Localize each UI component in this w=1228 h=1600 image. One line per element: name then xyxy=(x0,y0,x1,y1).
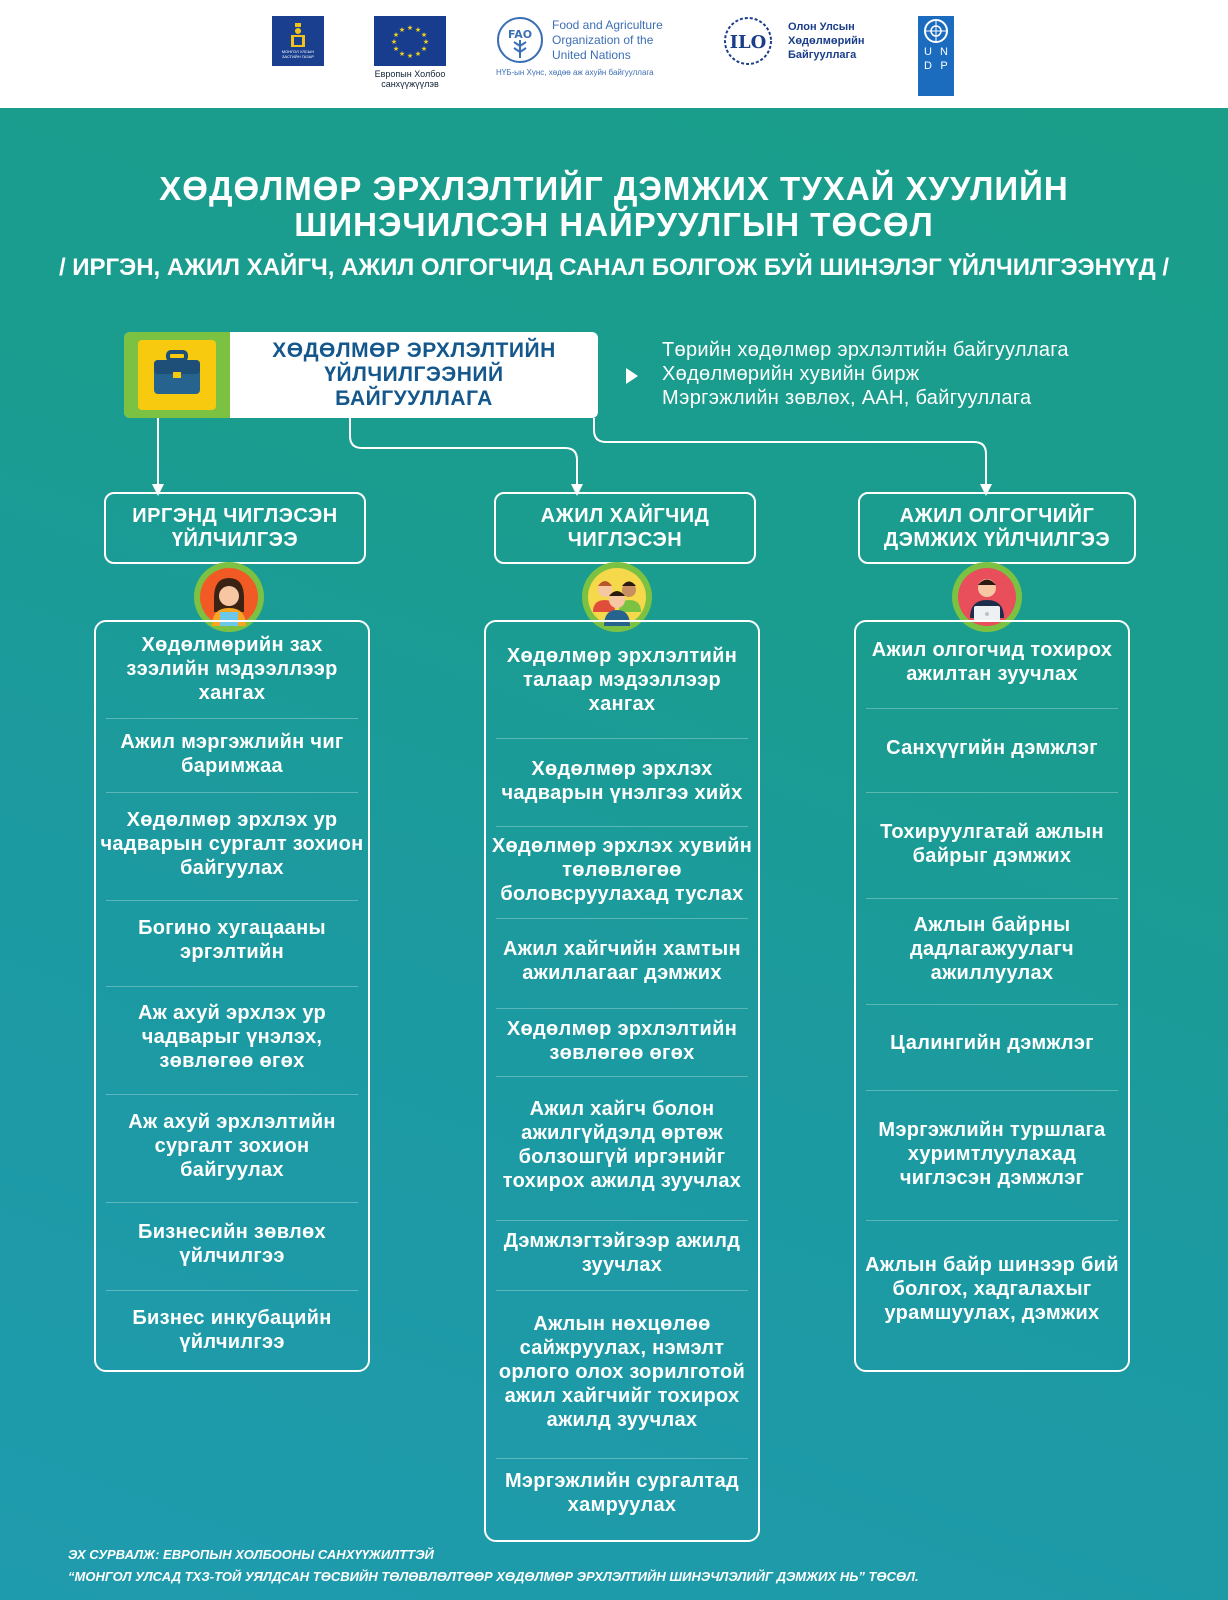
list-item: Хөдөлмөр эрхлэх ур чадварын сургалт зохион байгуулах xyxy=(100,809,364,879)
list-item: Хөдөлмөр эрхлэх чадварын үнэлгээ хийх xyxy=(501,758,743,804)
svg-text:FAO: FAO xyxy=(507,28,533,41)
svg-text:★: ★ xyxy=(422,38,430,46)
list-item: Мэргэжлийн туршлага хуримтлуулахад чиглэсэн дэмжлэг xyxy=(878,1119,1106,1189)
svg-text:★: ★ xyxy=(392,45,400,53)
org-title-line2: ҮЙЛЧИЛГЭЭНИЙ xyxy=(324,363,504,386)
ilo-logo: ILO Олон Улсын Хөдөлмөрийн Байгууллага xyxy=(720,16,870,68)
list-item: Ажлын нөхцөлөө сайжруулах, нэмэлт орлого олох зорилготой ажил хайгчийг тохирох ажилд зуучлах xyxy=(498,1313,746,1431)
column-header-employer: АЖИЛ ОЛГОГЧИЙГ ДЭМЖИХ ҮЙЛЧИЛГЭЭ xyxy=(858,492,1136,564)
briefcase-icon xyxy=(138,340,216,410)
play-arrow-icon xyxy=(626,368,638,384)
svg-text:★: ★ xyxy=(414,50,422,58)
page-title-line1: ХӨДӨЛМӨР ЭРХЛЭЛТИЙГ ДЭМЖИХ ТУХАЙ ХУУЛИЙН xyxy=(159,170,1069,207)
org-title-line3: БАЙГУУЛЛАГА xyxy=(335,387,493,410)
list-item: Санхүүгийн дэмжлэг xyxy=(886,737,1098,759)
list-item: Ажлын байр шинээр бий болгох, хадгалахыг урамшуулах, дэмжих xyxy=(865,1254,1119,1324)
svg-text:★: ★ xyxy=(420,45,428,53)
list-item: Аж ахуй эрхлэх ур чадварыг үнэлэх, зөвлөгөө өгөх xyxy=(137,1002,327,1072)
list-item: Хөдөлмөр эрхлэлтийн талаар мэдээллээр хангах xyxy=(506,645,738,715)
list-item: Хөдөлмөрийн зах зээлийн мэдээллээр хангах xyxy=(126,634,338,704)
undp-logo: U N D P xyxy=(918,16,954,96)
svg-text:★: ★ xyxy=(392,31,400,39)
list-item: Хөдөлмөр эрхлэлтийн зөвлөгөө өгөх xyxy=(506,1018,738,1064)
employment-service-org-box xyxy=(124,332,598,418)
employer-services-list xyxy=(854,620,1130,1372)
page-subtitle: / ИРГЭН, АЖИЛ ХАЙГЧ, АЖИЛ ОЛГОГЧИД САНАЛ БОЛГОЖ БУЙ ШИНЭЛЭГ ҮЙЛЧИЛГЭЭНҮҮД / xyxy=(58,254,1170,281)
citizen-services-list xyxy=(94,620,370,1372)
org-type-list xyxy=(662,338,1069,410)
list-item: Хөдөлмөр эрхлэх хувийн төлөвлөгөө боловсруулахад туслах xyxy=(491,835,753,905)
org-type-item: Төрийн хөдөлмөр эрхлэлтийн байгууллага xyxy=(662,339,1069,361)
list-item: Цалингийн дэмжлэг xyxy=(890,1032,1094,1054)
list-item: Бизнес инкубацийн үйлчилгээ xyxy=(132,1307,332,1353)
list-item: Ажил хайгч болон ажилгүйдэлд өртөж болзошгүй иргэнийг тохирох ажилд зуучлах xyxy=(502,1098,742,1192)
svg-text:★: ★ xyxy=(398,26,406,34)
list-item: Ажил хайгчийн хамтын ажиллагааг дэмжих xyxy=(503,938,741,984)
column-header-job-seeker: АЖИЛ ХАЙГЧИД ЧИГЛЭСЭН xyxy=(494,492,756,564)
org-title-line1: ХӨДӨЛМӨР ЭРХЛЭЛТИЙН xyxy=(272,339,556,362)
list-item: Бизнесийн зөвлөх үйлчилгээ xyxy=(138,1221,326,1267)
column-header-citizen: ИРГЭНД ЧИГЛЭСЭН ҮЙЛЧИЛГЭЭ xyxy=(104,492,366,564)
svg-text:★: ★ xyxy=(398,50,406,58)
svg-text:ILO: ILO xyxy=(729,32,767,53)
fao-logo: FAO Food and Agriculture Organization of the United Nations НҮБ-ын Хүнс, хөдөө аж ахуйн байгууллага xyxy=(496,18,663,77)
svg-text:★: ★ xyxy=(420,31,428,39)
svg-text:★: ★ xyxy=(406,52,414,60)
svg-text:★: ★ xyxy=(390,38,398,46)
eu-flag-logo: ★ ★ ★ ★ ★ ★ ★ ★ ★ ★ ★ ★ Европын Холбоо санхүүжүүлэв xyxy=(372,16,448,89)
org-type-item: Мэргэжлийн зөвлөх, ААН, байгууллага xyxy=(662,387,1032,409)
list-item: Богино хугацааны эргэлтийн xyxy=(138,917,326,963)
page-title-line2: ШИНЭЧИЛСЭН НАЙРУУЛГЫН ТӨСӨЛ xyxy=(294,206,934,243)
list-item: Ажил олгогчид тохирох ажилтан зуучлах xyxy=(871,639,1113,685)
list-item: Ажил мэргэжлийн чиг баримжаа xyxy=(120,731,344,777)
list-item: Дэмжлэгтэйгээр ажилд зуучлах xyxy=(503,1230,741,1276)
list-item: Мэргэжлийн сургалтад хамруулах xyxy=(504,1470,740,1516)
source-footnote: ЭХ СУРВАЛЖ: ЕВРОПЫН ХОЛБООНЫ САНХҮҮЖИЛТТЭЙ “МОНГОЛ УЛСАД ТХЗ-ТОЙ УЯЛДСАН ТӨСВИЙН ТӨЛӨВЛӨЛТӨӨР ХӨДӨЛМӨР ЭРХЛЭЛТИЙН ШИНЭЧЛЭЛИЙГ ДЭМЖИХ НЬ” ТӨСӨЛ. xyxy=(68,1547,919,1584)
job-seeker-services-list xyxy=(484,620,760,1542)
list-item: Тохируулгатай ажлын байрыг дэмжих xyxy=(880,821,1104,867)
svg-text:★: ★ xyxy=(414,26,422,34)
org-type-item: Хөдөлмөрийн хувийн бирж xyxy=(662,363,920,385)
list-item: Аж ахуй эрхлэлтийн сургалт зохион байгуулах xyxy=(128,1111,336,1181)
mongolia-government-logo: МОНГОЛ УЛСЫН ЗАСГИЙН ГАЗАР xyxy=(272,16,324,66)
svg-text:★: ★ xyxy=(406,24,414,32)
list-item: Ажлын байрны дадлагажуулагч ажиллуулах xyxy=(910,914,1074,984)
